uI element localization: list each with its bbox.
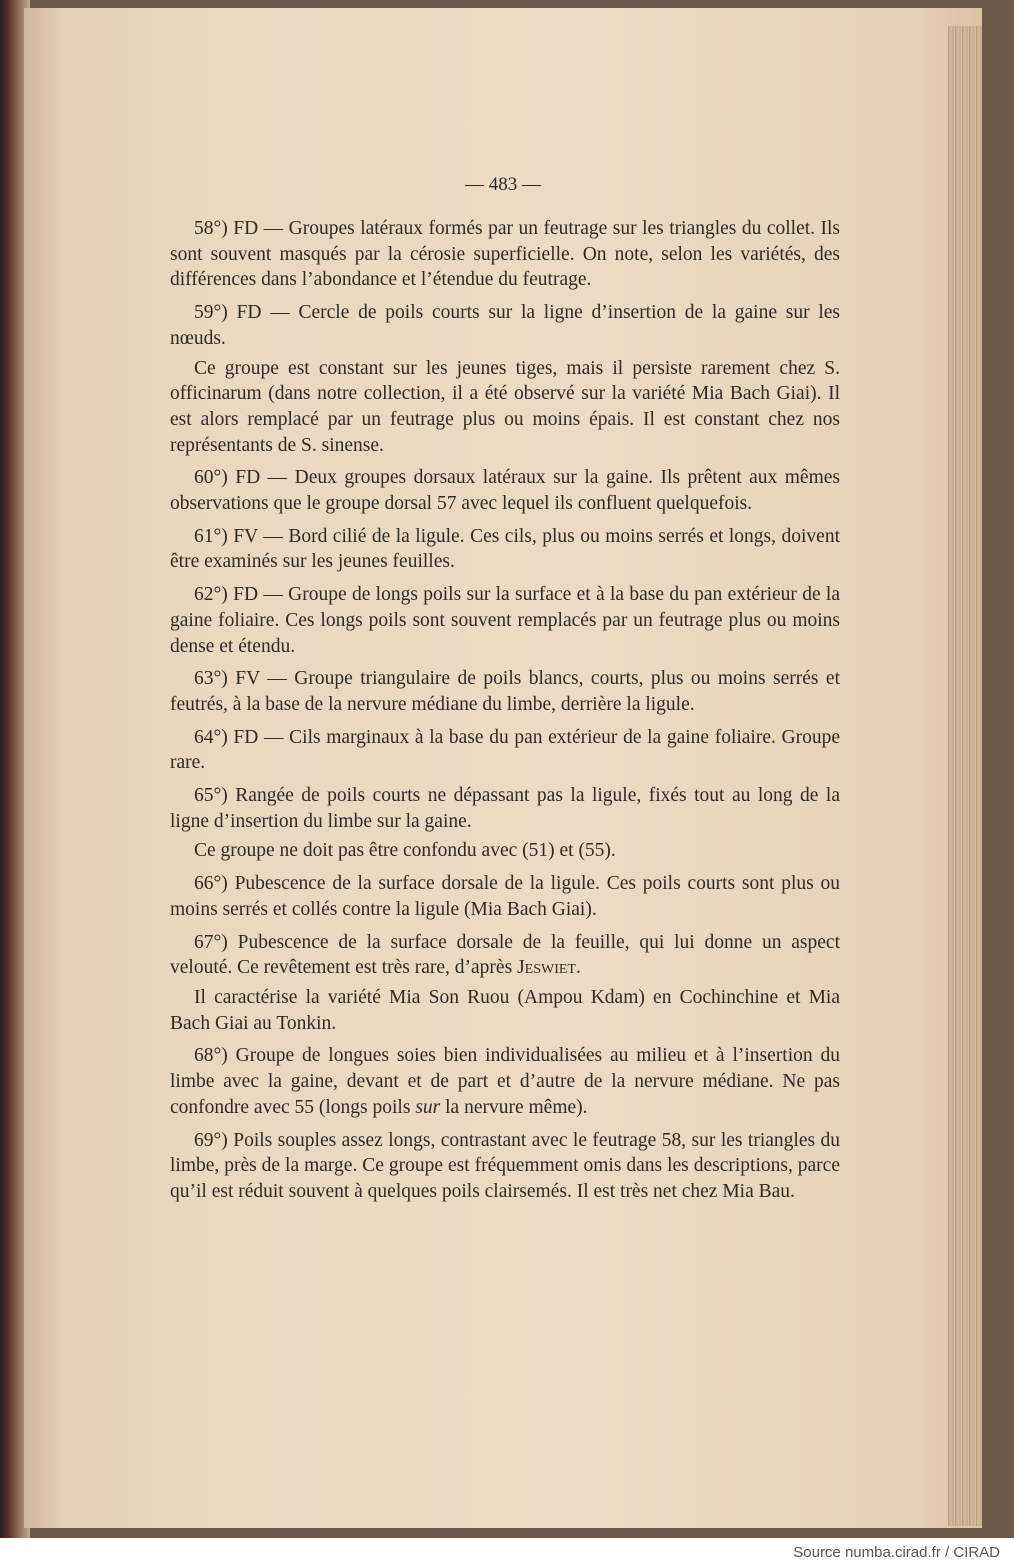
paragraph-64: 64°) FD — Cils marginaux à la base du pan extérieur de la gaine foliaire. Groupe rare.	[170, 726, 840, 774]
paragraph-63: 63°) FV — Groupe triangulaire de poils blancs, courts, plus ou moins serrés et feutrés, à la base de la nervure médiane du limbe, derrière la ligule.	[170, 668, 840, 715]
paragraph-58: 58°) FD — Groupes latéraux formés par un feutrage sur les triangles du collet. Ils sont souvent masqués par la cérosie superficielle. On note, selon les variétés, des différences dans l’abondance et l’étendue du feutrage.	[170, 218, 840, 291]
paragraph-67-text: 67°) Pubescence de la surface dorsale de la feuille, qui lui donne un aspect velouté. Ce revêtement est très rare, d’après	[170, 931, 840, 979]
text-column	[170, 216, 840, 1212]
paragraph-60: 60°) FD — Deux groupes dorsaux latéraux sur la gaine. Ils prêtent aux mêmes observations que le groupe dorsal 57 avec lequel ils confluent quelquefois.	[170, 467, 840, 515]
page-edges	[948, 26, 982, 1526]
paragraph-61: 61°) FV — Bord cilié de la ligule. Ces cils, plus ou moins serrés et longs, doivent être examinés sur les jeunes feuilles.	[170, 525, 840, 573]
paragraph-67-end: .	[575, 957, 581, 979]
page-number: — 483 —	[465, 174, 541, 195]
paragraph-67-note: Il caractérise la variété Mia Son Ruou (Ampou Kdam) en Cochinchine et Mia Bach Giai au Tonkin.	[170, 986, 840, 1034]
paragraph-69: 69°) Poils souples assez longs, contrastant avec le feutrage 58, sur les triangles du limbe, près de la marge. Ce groupe est fréquemment omis dans les descriptions, parce qu’il est réduit souvent à quelques poils clairsemés. Il est très net chez Mia Bau.	[170, 1129, 840, 1202]
source-credit: Source numba.cirad.fr / CIRAD	[793, 1544, 1000, 1561]
author-name: Jeswiet	[517, 957, 576, 979]
paragraph-68-end: la nervure même).	[440, 1096, 588, 1118]
italic-word: sur	[415, 1096, 441, 1118]
book-page	[24, 8, 982, 1528]
paragraph-65-note: Ce groupe ne doit pas être confondu avec (51) et (55).	[194, 840, 616, 862]
paragraph-68-text: 68°) Groupe de longues soies bien individualisées au milieu et à l’insertion du limbe avec la gaine, devant et de part et d’autre de la nervure médiane. Ne pas confondre avec 55 (longs poils	[170, 1045, 840, 1118]
paragraph-68	[170, 1043, 840, 1120]
paragraph-62: 62°) FD — Groupe de longs poils sur la surface et à la base du pan extérieur de la gaine foliaire. Ces longs poils sont souvent remplacés par un feutrage plus ou moins dense et étendu.	[170, 584, 840, 657]
paragraph-59-note: Ce groupe est constant sur les jeunes tiges, mais il persiste rarement chez S. officinarum (dans notre collection, il a été observé sur la variété Mia Bach Giai). Il est alors remplacé par un feutrage plus ou moins épais. Il est constant chez nos représentants de S. sinense.	[170, 357, 840, 456]
paragraph-66: 66°) Pubescence de la surface dorsale de la ligule. Ces poils courts sont plus ou moins serrés et collés contre la ligule (Mia Bach Giai).	[170, 873, 840, 920]
paragraph-67	[170, 930, 840, 981]
paragraph-65: 65°) Rangée de poils courts ne dépassant pas la ligule, fixés tout au long de la ligne d’insertion du limbe sur la gaine.	[170, 785, 840, 832]
paragraph-59: 59°) FD — Cercle de poils courts sur la ligne d’insertion de la gaine sur les nœuds.	[170, 302, 840, 349]
